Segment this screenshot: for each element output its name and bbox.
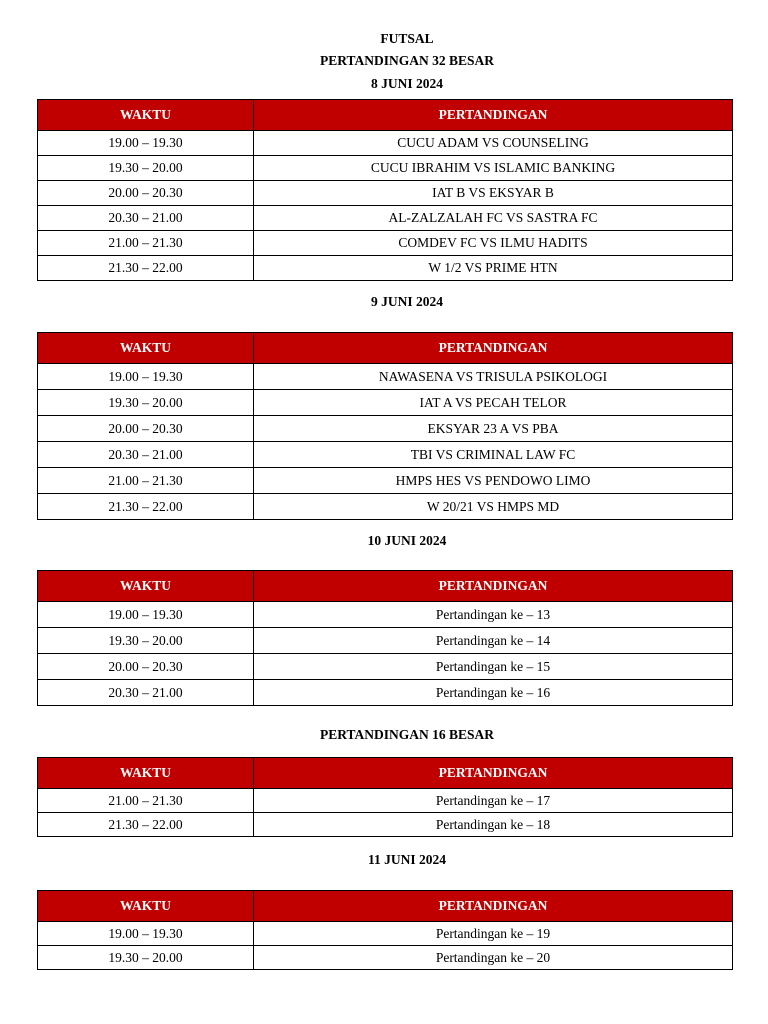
match-cell: HMPS HES VS PENDOWO LIMO (254, 468, 733, 494)
table-header-row (38, 571, 733, 602)
round-16-heading: PERTANDINGAN 16 BESAR (319, 727, 495, 742)
time-cell: 19.30 – 20.00 (38, 390, 254, 416)
match-cell: W 20/21 VS HMPS MD (254, 494, 733, 520)
table-row (38, 494, 733, 520)
table-row (38, 654, 733, 680)
table-row (38, 946, 733, 970)
table-row (38, 680, 733, 706)
match-cell: IAT B VS EKSYAR B (254, 181, 733, 206)
table-row (38, 131, 733, 156)
table-row (38, 789, 733, 813)
date-heading-day4: 11 JUNI 2024 (367, 852, 446, 867)
time-cell: 21.30 – 22.00 (38, 813, 254, 837)
match-cell: W 1/2 VS PRIME HTN (254, 256, 733, 281)
date-heading-day3: 10 JUNI 2024 (367, 533, 447, 548)
match-cell: AL-ZALZALAH FC VS SASTRA FC (254, 206, 733, 231)
match-cell: Pertandingan ke – 17 (254, 789, 733, 813)
match-cell: Pertandingan ke – 18 (254, 813, 733, 837)
document-title: FUTSAL (380, 31, 434, 46)
table-header-row (38, 758, 733, 789)
header-waktu: WAKTU (38, 333, 254, 364)
header-pertandingan: PERTANDINGAN (254, 758, 733, 789)
match-cell: Pertandingan ke – 20 (254, 946, 733, 970)
date-heading-day1: 8 JUNI 2024 (370, 76, 443, 91)
header-pertandingan: PERTANDINGAN (254, 333, 733, 364)
table-row (38, 181, 733, 206)
time-cell: 21.30 – 22.00 (38, 494, 254, 520)
time-cell: 21.30 – 22.00 (38, 256, 254, 281)
table-header-row (38, 333, 733, 364)
time-cell: 20.00 – 20.30 (38, 654, 254, 680)
match-cell: CUCU ADAM VS COUNSELING (254, 131, 733, 156)
time-cell: 21.00 – 21.30 (38, 468, 254, 494)
table-row (38, 364, 733, 390)
time-cell: 20.30 – 21.00 (38, 680, 254, 706)
table-header-row (38, 891, 733, 922)
header-pertandingan: PERTANDINGAN (254, 891, 733, 922)
schedule-table-day1 (37, 99, 733, 281)
table-row (38, 416, 733, 442)
table-row (38, 602, 733, 628)
header-pertandingan: PERTANDINGAN (254, 100, 733, 131)
time-cell: 20.30 – 21.00 (38, 442, 254, 468)
time-cell: 21.00 – 21.30 (38, 231, 254, 256)
schedule-table-day2 (37, 332, 733, 520)
time-cell: 19.00 – 19.30 (38, 131, 254, 156)
time-cell: 19.30 – 20.00 (38, 628, 254, 654)
header-pertandingan: PERTANDINGAN (254, 571, 733, 602)
time-cell: 19.30 – 20.00 (38, 946, 254, 970)
match-cell: IAT A VS PECAH TELOR (254, 390, 733, 416)
header-waktu: WAKTU (38, 100, 254, 131)
match-cell: TBI VS CRIMINAL LAW FC (254, 442, 733, 468)
time-cell: 19.00 – 19.30 (38, 364, 254, 390)
match-cell: Pertandingan ke – 15 (254, 654, 733, 680)
round-32-heading: PERTANDINGAN 32 BESAR (319, 53, 495, 68)
schedule-table-round16 (37, 757, 733, 837)
match-cell: Pertandingan ke – 19 (254, 922, 733, 946)
table-row (38, 442, 733, 468)
time-cell: 19.00 – 19.30 (38, 602, 254, 628)
date-heading-day2: 9 JUNI 2024 (370, 294, 443, 309)
match-cell: NAWASENA VS TRISULA PSIKOLOGI (254, 364, 733, 390)
match-cell: EKSYAR 23 A VS PBA (254, 416, 733, 442)
table-row (38, 922, 733, 946)
schedule-table-day3 (37, 570, 733, 706)
match-cell: Pertandingan ke – 13 (254, 602, 733, 628)
time-cell: 20.00 – 20.30 (38, 416, 254, 442)
time-cell: 20.00 – 20.30 (38, 181, 254, 206)
table-row (38, 390, 733, 416)
time-cell: 19.00 – 19.30 (38, 922, 254, 946)
time-cell: 21.00 – 21.30 (38, 789, 254, 813)
table-row (38, 813, 733, 837)
table-row (38, 468, 733, 494)
table-row (38, 256, 733, 281)
match-cell: COMDEV FC VS ILMU HADITS (254, 231, 733, 256)
header-waktu: WAKTU (38, 758, 254, 789)
match-cell: Pertandingan ke – 14 (254, 628, 733, 654)
time-cell: 19.30 – 20.00 (38, 156, 254, 181)
header-waktu: WAKTU (38, 571, 254, 602)
time-cell: 20.30 – 21.00 (38, 206, 254, 231)
match-cell: CUCU IBRAHIM VS ISLAMIC BANKING (254, 156, 733, 181)
table-row (38, 628, 733, 654)
schedule-table-day4 (37, 890, 733, 970)
table-row (38, 156, 733, 181)
table-row (38, 231, 733, 256)
table-row (38, 206, 733, 231)
table-header-row (38, 100, 733, 131)
header-waktu: WAKTU (38, 891, 254, 922)
match-cell: Pertandingan ke – 16 (254, 680, 733, 706)
